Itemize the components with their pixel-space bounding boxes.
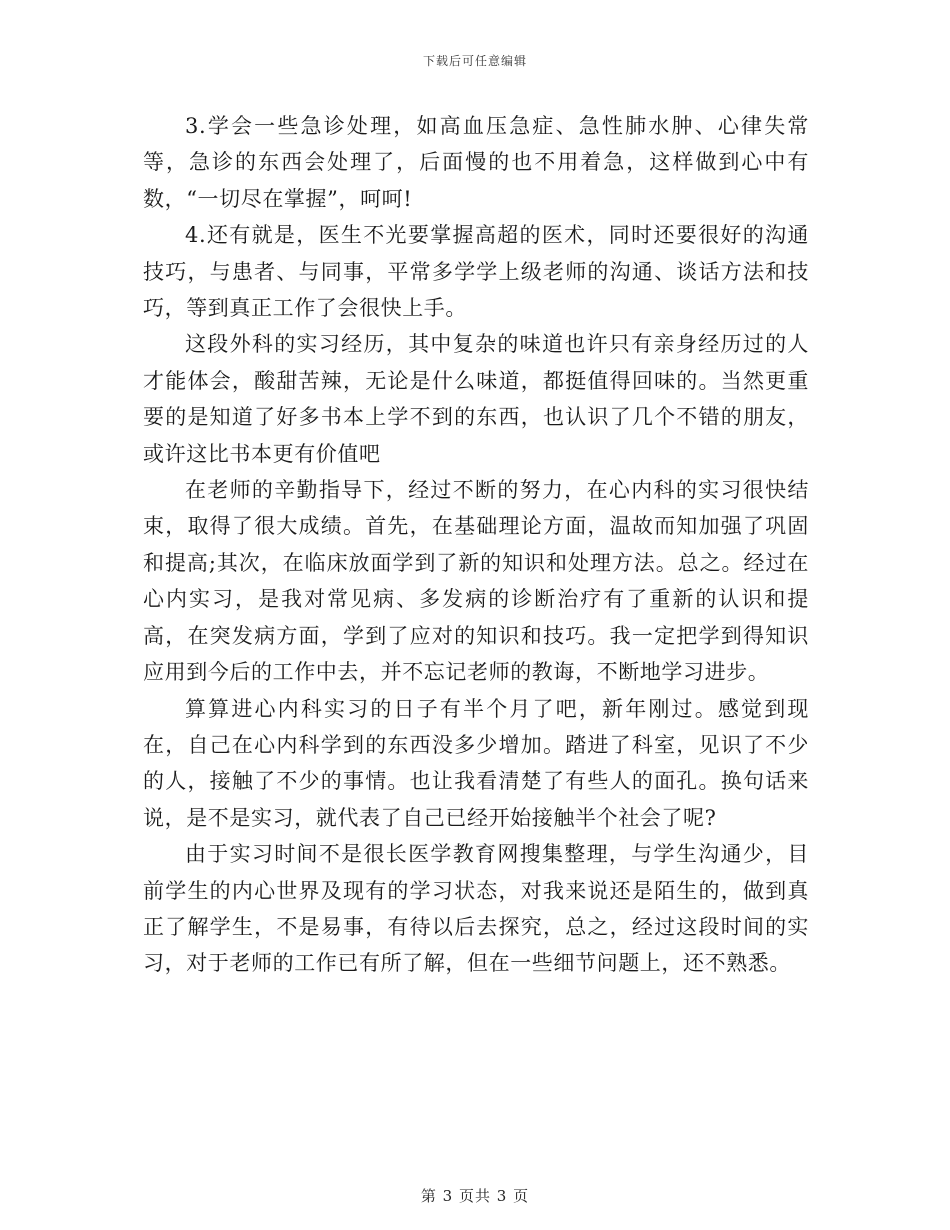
paragraph-5: 算算进心内科实习的日子有半个月了吧，新年刚过。感觉到现在，自己在心内科学到的东西没多少增加。踏进了科室，见识了不少的人，接触了不少的事情。也让我看清楚了有些人的面孔。换句话来说，是不是实习，就代表了自己已经开始接触半个社会了呢?	[143, 696, 809, 830]
paragraph-6: 由于实习时间不是很长医学教育网搜集整理，与学生沟通少，目前学生的内心世界及现有的学习状态，对我来说还是陌生的，做到真正了解学生，不是易事，有待以后去探究，总之，经过这段时间的实习，对于老师的工作已有所了解，但在一些细节问题上，还不熟悉。	[143, 842, 809, 976]
page-footer: 第 3 页共 3 页	[420, 1187, 530, 1205]
paragraph-1: 3.学会一些急诊处理，如高血压急症、急性肺水肿、心律失常等，急诊的东西会处理了，后面慢的也不用着急，这样做到心中有数，“一切尽在掌握”，呵呵!	[143, 114, 809, 211]
page-header: 下载后可任意编辑	[422, 54, 527, 68]
paragraph-3: 这段外科的实习经历，其中复杂的味道也许只有亲身经历过的人才能体会，酸甜苦辣，无论是什么味道，都挺值得回味的。当然更重要的是知道了好多书本上学不到的东西，也认识了几个不错的朋友，或许这比书本更有价值吧	[143, 332, 809, 466]
paragraph-2: 4.还有就是，医生不光要掌握高超的医术，同时还要很好的沟通技巧，与患者、与同事，平常多学学上级老师的沟通、谈话方法和技巧，等到真正工作了会很快上手。	[143, 223, 809, 321]
paragraph-4: 在老师的辛勤指导下，经过不断的努力，在心内科的实习很快结束，取得了很大成绩。首先，在基础理论方面，温故而知加强了巩固和提高;其次，在临床放面学到了新的知识和处理方法。总之。经过在心内实习，是我对常见病、多发病的诊断治疗有了重新的认识和提高，在突发病方面，学到了应对的知识和技巧。我一定把学到得知识应用到今后的工作中去，并不忘记老师的教诲，不断地学习进步。	[143, 478, 809, 685]
document-body	[143, 108, 809, 982]
